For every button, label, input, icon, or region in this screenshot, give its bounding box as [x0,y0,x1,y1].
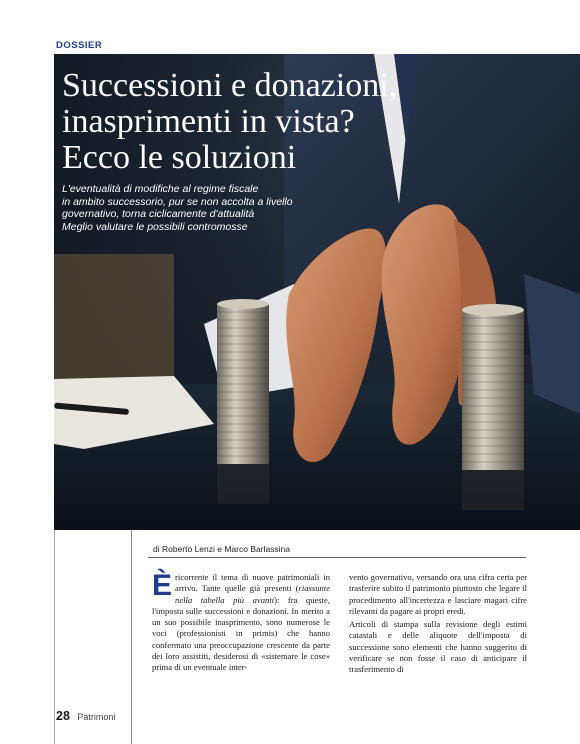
subhead-line: L'eventualità di modifiche al regime fiscale [62,183,259,195]
headline-line: Successioni e donazioni, [62,67,398,104]
author-byline: di Roberto Lenzi e Marco Barlassina [153,544,291,554]
magazine-name: Patrimoni [77,712,116,722]
subhead-line: Meglio valutare le possibili contromosse [62,220,248,233]
column-margin-rule [131,530,132,744]
drop-cap: È [152,569,173,602]
article-subhead [62,183,352,233]
left-margin-rule [54,530,55,744]
body-text: ): fra queste, l'imposta sulle successioni e donazioni. In merito a un suo possibile inasprimento, sono numerose le voci (professionisti in primis) che hanno confermato una preoccupazione crescente da parte dei loro assistiti, desiderosi di «sistemare le cose» prima di un eventuale inter- [152,594,330,673]
body-paragraph [152,569,330,674]
page-number: 28 [56,709,70,723]
body-text-italic: riassunte nella tabella più avanti [175,583,330,605]
body-paragraph: vento governativo, versando ora una cifra certa per trasferire subito il patrimonio piuttosto che legare il procedimento all'incertezza e lasciare magari cifre rilevanti da pagare ai propri eredi. [349,572,527,616]
subhead-line: in ambito successorio, pur se non accolta a livello [62,195,293,208]
hero-photo [54,54,580,530]
headline-line: inasprimenti in vista? [62,103,355,140]
headline-line: Ecco le soluzioni [62,139,297,176]
body-column-2 [349,572,527,676]
byline-divider [148,557,526,558]
article-headline [62,68,502,176]
body-text: ricorrente il tema di nuove patrimoniali in arrivo. Tante quelle già presenti ( [175,572,330,594]
page-footer [56,707,115,725]
body-paragraph: Articoli di stampa sulla revisione degli estimi catastali e delle aliquote dell'imposta di successione sono elementi che hanno suggerito di verificare se non fosse il caso di anticipare il trasferimento di [349,619,527,675]
section-label: DOSSIER [56,40,103,51]
subhead-line: governativo, torna ciclicamente d'attualità [62,208,255,220]
body-column-1 [152,569,330,674]
